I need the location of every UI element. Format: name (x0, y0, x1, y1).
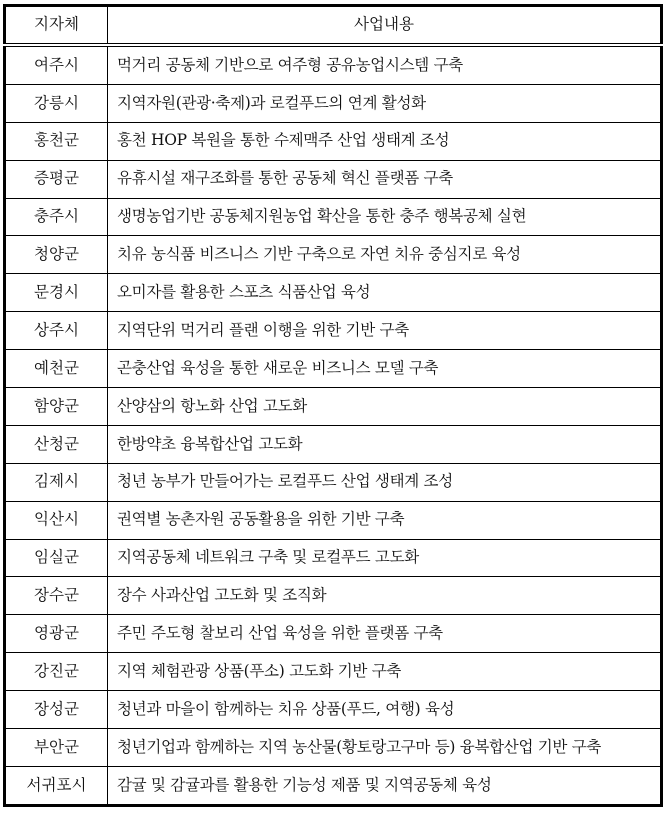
content-cell: 장수 사과산업 고도화 및 조직화 (108, 577, 662, 615)
content-cell: 청년과 마을이 함께하는 치유 상품(푸드, 여행) 육성 (108, 691, 662, 729)
table-row (5, 45, 662, 84)
region-cell: 장성군 (5, 691, 108, 729)
table-row (5, 577, 662, 615)
content-cell: 지역자원(관광·축제)과 로컬푸드의 연계 활성화 (108, 84, 662, 122)
region-cell: 충주시 (5, 198, 108, 236)
content-cell: 먹거리 공동체 기반으로 여주형 공유농업시스템 구축 (108, 45, 662, 84)
region-cell: 강릉시 (5, 84, 108, 122)
table-row (5, 615, 662, 653)
region-cell: 예천군 (5, 350, 108, 388)
table-row (5, 160, 662, 198)
content-cell: 곤충산업 육성을 통한 새로운 비즈니스 모델 구축 (108, 350, 662, 388)
table-row (5, 463, 662, 501)
content-cell: 주민 주도형 찰보리 산업 육성을 위한 플랫폼 구축 (108, 615, 662, 653)
header-content: 사업내용 (108, 6, 662, 46)
region-cell: 임실군 (5, 539, 108, 577)
table-body (5, 45, 662, 805)
region-cell: 산청군 (5, 425, 108, 463)
region-cell: 익산시 (5, 501, 108, 539)
content-cell: 지역 체험관광 상품(푸소) 고도화 기반 구축 (108, 653, 662, 691)
table-row (5, 388, 662, 426)
content-cell: 한방약초 융복합산업 고도화 (108, 425, 662, 463)
region-cell: 함양군 (5, 388, 108, 426)
table-row (5, 501, 662, 539)
content-cell: 청년 농부가 만들어가는 로컬푸드 산업 생태계 조성 (108, 463, 662, 501)
table-row (5, 539, 662, 577)
region-cell: 증평군 (5, 160, 108, 198)
region-cell: 서귀포시 (5, 766, 108, 805)
table-row (5, 766, 662, 805)
content-cell: 감귤 및 감귤과를 활용한 기능성 제품 및 지역공동체 육성 (108, 766, 662, 805)
region-cell: 강진군 (5, 653, 108, 691)
table-row (5, 84, 662, 122)
region-cell: 여주시 (5, 45, 108, 84)
content-cell: 청년기업과 함께하는 지역 농산물(황토랑고구마 등) 융복합산업 기반 구축 (108, 729, 662, 767)
region-cell: 김제시 (5, 463, 108, 501)
table-row (5, 198, 662, 236)
table-row (5, 236, 662, 274)
content-cell: 오미자를 활용한 스포츠 식품산업 육성 (108, 274, 662, 312)
region-cell: 영광군 (5, 615, 108, 653)
content-cell: 치유 농식품 비즈니스 기반 구축으로 자연 치유 중심지로 육성 (108, 236, 662, 274)
region-cell: 문경시 (5, 274, 108, 312)
content-cell: 산양삼의 항노화 산업 고도화 (108, 388, 662, 426)
table-row (5, 425, 662, 463)
table-header (5, 6, 662, 46)
table-row (5, 312, 662, 350)
content-cell: 지역단위 먹거리 플랜 이행을 위한 기반 구축 (108, 312, 662, 350)
table-row (5, 274, 662, 312)
content-cell: 홍천 HOP 복원을 통한 수제맥주 산업 생태계 조성 (108, 122, 662, 160)
header-region: 지자체 (5, 6, 108, 46)
region-cell: 청양군 (5, 236, 108, 274)
table-row (5, 691, 662, 729)
table-row (5, 122, 662, 160)
region-cell: 홍천군 (5, 122, 108, 160)
region-cell: 장수군 (5, 577, 108, 615)
region-cell: 상주시 (5, 312, 108, 350)
header-row (5, 6, 662, 46)
content-cell: 유휴시설 재구조화를 통한 공동체 혁신 플랫폼 구축 (108, 160, 662, 198)
table-row (5, 729, 662, 767)
region-cell: 부안군 (5, 729, 108, 767)
project-table (3, 4, 663, 807)
table-row (5, 653, 662, 691)
table-row (5, 350, 662, 388)
content-cell: 생명농업기반 공동체지원농업 확산을 통한 충주 행복공체 실현 (108, 198, 662, 236)
project-table-container (3, 4, 660, 807)
content-cell: 지역공동체 네트워크 구축 및 로컬푸드 고도화 (108, 539, 662, 577)
content-cell: 권역별 농촌자원 공동활용을 위한 기반 구축 (108, 501, 662, 539)
